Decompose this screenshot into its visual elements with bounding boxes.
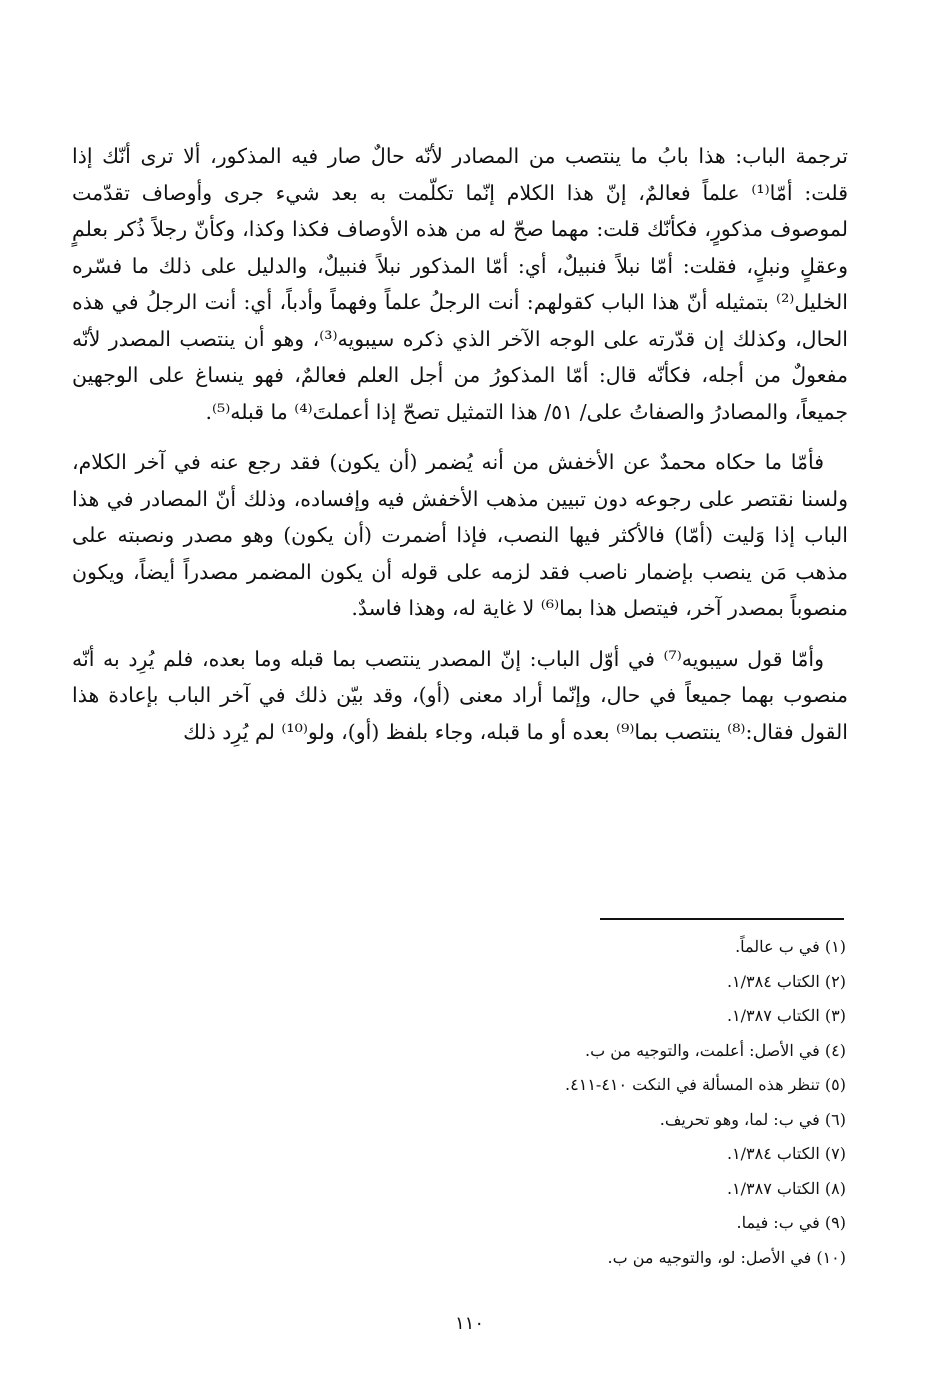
paragraph-2: فأمّا ما حكاه محمدٌ عن الأخفش من أنه يُضمر (أن يكون) فقد رجع عنه في آخر الكلام، ولسنا نقتصر على رجوعه دون تبيين مذهب الأخفش فيه وإفساده، وذلك أنّ المصادر في هذا الباب إذا وَليت (أمّا) فالأكثر فيها النصب، فإذا أضمرت (أن يكون) وهو مصدر ونصبته على مذهب مَن ينصب بإضمار ناصب فقد لزمه على قوله أن يكون المضمر مصدراً أيضاً، ويكون منصوباً بمصدر آخر، فيتصل هذا بما⁽⁶⁾ لا غاية له، وهذا فاسدٌ. [72, 450, 848, 620]
footnote-10: (١٠) في الأصل: لو، والتوجيه من ب. [607, 1247, 846, 1267]
paragraph-1: ترجمة الباب: هذا بابُ ما ينتصب من المصادر لأنّه حالٌ صار فيه المذكور، ألا ترى أنّك إذا قلت: أمّا⁽¹⁾ علماً فعالمٌ، إنّ هذا الكلام إنّما تكلّمت به بعد شيء جرى وأوصاف تقدّمت لموصوف مذكورٍ، فكأنّك قلت: مهما صحّ له من هذه الأوصاف فكذا وكذا، وكأنّ رجلاً ذُكر بعلمٍ وعقلٍ ونبلٍ، فقلت: أمّا نبلاً فنبيلٌ، أي: أمّا المذكور نبلاً فنبيلٌ، والدليل على ذلك ما فسّره الخليل⁽²⁾ بتمثيله أنّ هذا الباب كقولهم: أنت الرجلُ علماً وفهماً وأدباً، أي: أنت الرجلُ في هذه الحال، وكذلك إن قدّرته على الوجه الآخر الذي ذكره سيبويه⁽³⁾، وهو أن ينتصب المصدر لأنّه مفعولٌ من أجله، فكأنّه قال: أمّا المذكورُ من أجل العلم فعالمٌ، فهو ينساغ على الوجهين جميعاً، والمصادرُ والصفاتُ على/ ٥١/ هذا التمثيل تصحّ إذا أعملتَ⁽⁴⁾ ما قبله⁽⁵⁾. [72, 144, 848, 424]
footnote-3: (٣) الكتاب ١/٣٨٧. [726, 1006, 846, 1025]
main-text [72, 138, 848, 750]
footnote-7: (٧) الكتاب ١/٣٨٤. [726, 1144, 846, 1163]
page-number: ١١٠ [454, 1313, 484, 1334]
footnote-divider [600, 918, 844, 920]
footnotes-list [72, 930, 848, 1275]
paragraph-3: وأمّا قول سيبويه⁽⁷⁾ في أوّل الباب: إنّ المصدر ينتصب بما قبله وما بعده، فلم يُرِد به أنّه منصوب بهما جميعاً في حال، وإنّما أراد معنى (أو)، وقد بيّن ذلك في آخر الباب بإعادة هذا القول فقال:⁽⁸⁾ ينتصب بما⁽⁹⁾ بعده أو ما قبله، وجاء بلفظ (أو)، ولو⁽¹⁰⁾ لم يُرِد ذلك [72, 646, 848, 744]
footnote-8: (٨) الكتاب ١/٣٨٧. [726, 1178, 846, 1198]
footnote-9: (٩) في ب: فيما. [736, 1213, 846, 1232]
footnote-2: (٢) الكتاب ١/٣٨٤. [726, 971, 846, 991]
footnote-6: (٦) في ب: لما، وهو تحريف. [659, 1109, 846, 1129]
footnote-1: (١) في ب عالماً. [735, 937, 846, 956]
footnote-5: (٥) تنظر هذه المسألة في النكت ٤١٠-٤١١. [565, 1075, 846, 1094]
footnote-4: (٤) في الأصل: أعلمت، والتوجيه من ب. [585, 1040, 846, 1060]
